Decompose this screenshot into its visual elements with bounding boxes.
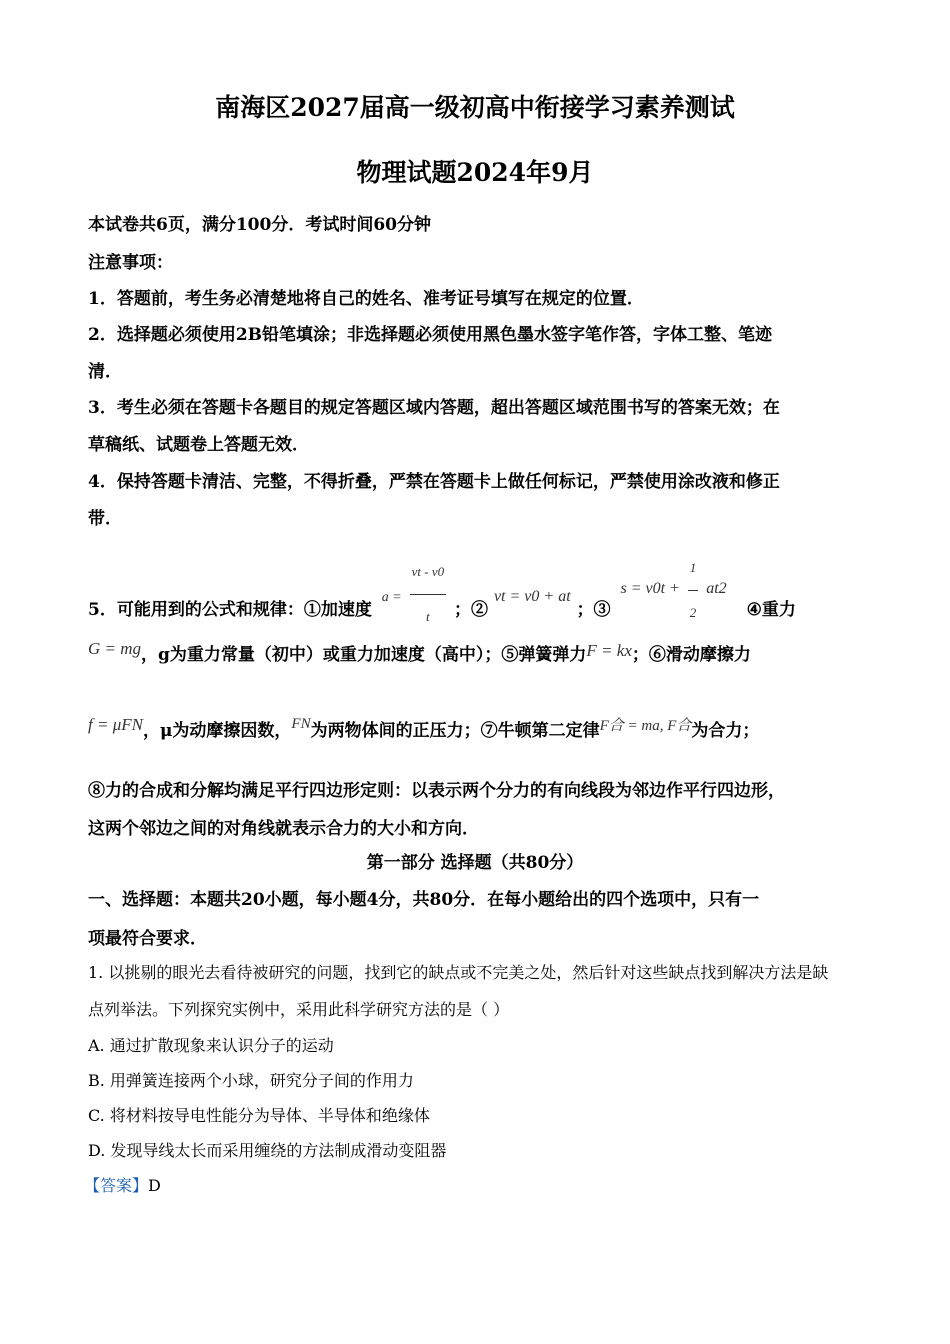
exam-subtitle: 物理试题2024年9月 <box>356 158 594 187</box>
displacement-formula-right: at2 <box>706 580 727 597</box>
section-instruction: 一、选择题：本题共20小题，每小题4分，共80分．在每小题给出的四个选项中，只有一 <box>88 890 760 910</box>
part-title: 第一部分 选择题（共80分） <box>366 853 584 873</box>
notice-heading: 注意事项： <box>88 253 173 273</box>
option-a: A. 通过扩散现象来认识分子的运动 <box>88 1036 334 1055</box>
displacement-numerator: 1 <box>688 546 699 591</box>
velocity-formula: vt = v0 + at <box>493 588 571 605</box>
answer-line <box>84 1173 864 1196</box>
normal-force-symbol: FN <box>291 716 311 732</box>
accel-fraction <box>410 550 446 639</box>
formula-line-2 <box>88 640 868 665</box>
option-c: C. 将材料按导电性能分为导体、半导体和绝缘体 <box>88 1106 430 1125</box>
spring-formula: F = kx <box>586 641 632 660</box>
question-stem: 点列举法。下列探究实例中，采用此科学研究方法的是（ ） <box>88 1000 510 1019</box>
accel-label: a = <box>381 590 402 605</box>
friction-formula: f = μFN <box>88 715 143 734</box>
notice-item: 清． <box>88 362 122 382</box>
friction-label: ；⑥滑动摩擦力 <box>631 645 751 665</box>
separator: ；② <box>454 600 489 620</box>
question-stem: 1. 以挑剔的眼光去看待被研究的问题，找到它的缺点或不完美之处，然后针对这些缺点找到解决方法是缺 <box>88 963 829 982</box>
displacement-denominator: 2 <box>689 605 697 620</box>
notice-item: 带． <box>88 509 122 529</box>
displacement-formula-left: s = v0t + <box>620 580 680 597</box>
accel-numerator: vt - v0 <box>410 550 446 595</box>
exam-title: 南海区2027届高一级初高中衔接学习素养测试 <box>215 93 735 122</box>
displacement-fraction <box>688 546 699 635</box>
answer-tag: 【答案】 <box>84 1176 149 1195</box>
notice-item: 3．考生必须在答题卡各题目的规定答题区域内答题，超出答题区域范围书写的答案无效；在 <box>88 398 780 418</box>
gravity-text: ，g为重力常量（初中）或重力加速度（高中）；⑤弹簧弹力 <box>141 645 587 665</box>
formula-line-1 <box>88 552 868 624</box>
option-d: D. 发现导线太长而采用缠绕的方法制成滑动变阻器 <box>88 1141 447 1160</box>
formula-intro: 5．可能用到的公式和规律：①加速度 <box>88 600 372 620</box>
notice-item: 2．选择题必须使用2B铅笔填涂；非选择题必须使用黑色墨水签字笔作答，字体工整、笔迹 <box>88 325 773 345</box>
gravity-label: ④重力 <box>746 600 796 620</box>
accel-denominator: t <box>426 609 430 624</box>
formula-line-3 <box>88 716 868 741</box>
rule-8-line-2: 这两个邻边之间的对角线就表示合力的大小和方向． <box>88 819 479 839</box>
notice-item: 草稿纸、试题卷上答题无效． <box>88 435 309 455</box>
exam-info: 本试卷共6页，满分100分．考试时间60分钟 <box>88 215 431 235</box>
newton-formula: F合 = ma, F合 <box>599 718 692 734</box>
notice-item: 1．答题前，考生务必清楚地将自己的姓名、准考证号填写在规定的位置． <box>88 289 644 309</box>
separator: ；③ <box>576 600 611 620</box>
normal-force-text: 为两物体间的正压力；⑦牛顿第二定律 <box>310 721 600 741</box>
section-instruction: 项最符合要求． <box>88 929 207 949</box>
option-b: B. 用弹簧连接两个小球，研究分子间的作用力 <box>88 1071 414 1090</box>
rule-8-line-1: ⑧力的合成和分解均满足平行四边形定则：以表示两个分力的有向线段为邻边作平行四边形， <box>88 781 785 801</box>
answer-value: D <box>148 1176 161 1195</box>
net-force-text: 为合力； <box>691 721 760 741</box>
gravity-formula: G = mg <box>88 639 142 658</box>
friction-coefficient-text: ，μ为动摩擦因数， <box>142 721 292 741</box>
notice-item: 4．保持答题卡清洁、完整，不得折叠，严禁在答题卡上做任何标记，严禁使用涂改液和修正 <box>88 472 780 492</box>
